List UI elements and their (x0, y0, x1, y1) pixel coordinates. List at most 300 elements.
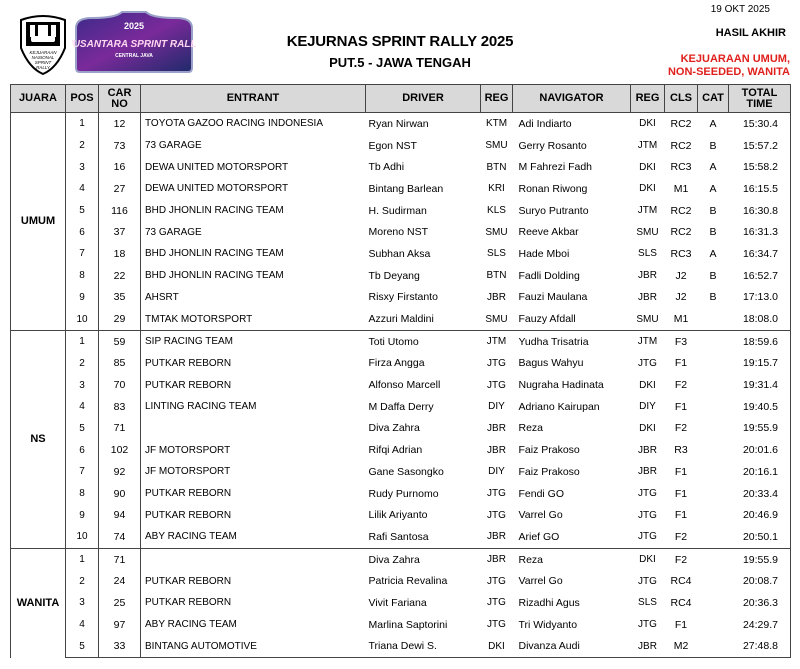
cell-entrant: PUTKAR REBORN (145, 488, 232, 500)
table-row (11, 418, 791, 440)
cell-navigator: Nugraha Hadinata (518, 379, 604, 392)
cell-car-no: 102 (99, 439, 141, 461)
cell-driver-reg: DIY (488, 466, 505, 478)
cell-navigator-reg: SMU (636, 226, 659, 238)
cell-entrant: PUTKAR REBORN (145, 597, 232, 609)
cell-cat (698, 330, 729, 352)
cell-navigator: Gerry Rosanto (518, 139, 587, 152)
cell-driver: H. Sudirman (368, 204, 427, 217)
cell-car-no: 12 (99, 113, 141, 135)
cell-car-no: 97 (99, 614, 141, 636)
cell-pos: 8 (66, 483, 99, 505)
column-header-reg: REG (631, 85, 665, 113)
page-subtitle: PUT.5 - JAWA TENGAH (329, 55, 471, 70)
cell-navigator-reg: DKI (639, 379, 656, 391)
column-header-driver: DRIVER (366, 85, 481, 113)
table-row (11, 113, 791, 135)
cell-total-time: 16:52.7 (729, 265, 791, 287)
cell-driver-reg: DIY (488, 401, 505, 413)
cell-entrant: BHD JHONLIN RACING TEAM (145, 205, 284, 217)
cell-pos: 1 (66, 113, 99, 135)
table-row (11, 308, 791, 330)
table-row (11, 483, 791, 505)
cell-navigator-reg: JTG (638, 619, 657, 631)
cell-driver: Vivit Fariana (368, 596, 427, 609)
cell-total-time: 15:57.2 (729, 135, 791, 157)
cell-driver-reg: JTM (481, 330, 513, 352)
cell-navigator-reg: JTG (638, 575, 657, 587)
cell-class: F2 (674, 422, 688, 435)
section-label: WANITA (11, 548, 66, 657)
cell-car-no: 116 (99, 200, 141, 222)
cell-class: RC2 (670, 226, 692, 239)
cell-cat (698, 636, 729, 658)
table-row (11, 353, 791, 375)
cell-class: J2 (675, 291, 687, 304)
cell-total-time: 16:30.8 (729, 200, 791, 222)
cell-total-time: 19:31.4 (729, 374, 791, 396)
cell-class: F1 (674, 509, 688, 522)
cell-total-time: 20:08.7 (729, 570, 791, 592)
cell-total-time: 16:15.5 (729, 178, 791, 200)
cell-cat: A (698, 113, 729, 135)
cell-driver: Firza Angga (368, 357, 425, 370)
table-row (11, 439, 791, 461)
cell-class: F2 (674, 379, 688, 392)
cell-driver: Diva Zahra (368, 422, 420, 435)
cell-entrant: LINTING RACING TEAM (145, 401, 257, 413)
cell-car-no: 33 (99, 636, 141, 658)
cell-cat (698, 418, 729, 440)
cell-driver-reg: JBR (487, 291, 506, 303)
cell-navigator-reg: DIY (639, 401, 656, 413)
table-row (11, 265, 791, 287)
cell-car-no: 74 (99, 526, 141, 548)
cell-driver: Rafi Santosa (366, 526, 481, 548)
table-row (11, 221, 791, 243)
cell-car-no: 25 (99, 592, 141, 614)
cell-navigator: Yudha Trisatria (513, 330, 631, 352)
page-title: KEJURNAS SPRINT RALLY 2025 (286, 33, 514, 50)
table-row (11, 200, 791, 222)
cell-navigator: Suryo Putranto (518, 204, 589, 217)
cell-class: F2 (665, 548, 698, 570)
cell-driver-reg: JTG (487, 488, 506, 500)
cell-class: RC2 (670, 204, 692, 217)
cell-navigator: Varrel Go (518, 575, 563, 588)
cell-class: F2 (665, 526, 698, 548)
table-row (11, 156, 791, 178)
cell-pos: 7 (66, 461, 99, 483)
cell-driver-reg: BTN (486, 161, 507, 173)
table-row (11, 243, 791, 265)
cell-pos: 4 (66, 614, 99, 636)
cell-car-no: 90 (99, 483, 141, 505)
cell-entrant: BHD JHONLIN RACING TEAM (145, 270, 284, 282)
cell-entrant: DEWA UNITED MOTORSPORT (145, 183, 289, 195)
table-row (11, 526, 791, 548)
cell-class: F1 (674, 487, 688, 500)
cell-class: J2 (675, 269, 687, 282)
cell-total-time: 19:15.7 (729, 353, 791, 375)
section-label: NS (11, 330, 66, 548)
cell-cat: A (709, 247, 717, 260)
cell-pos: 10 (66, 526, 99, 548)
cell-cat (698, 374, 729, 396)
svg-text:KEJUARAAN: KEJUARAAN (29, 50, 57, 55)
cell-driver-reg: SMU (485, 226, 508, 238)
cell-driver: Alfonso Marcell (368, 379, 441, 392)
cell-navigator-reg: JTM (637, 205, 658, 217)
cell-class: RC2 (665, 113, 698, 135)
cell-cat (698, 592, 729, 614)
cell-entrant (141, 418, 366, 440)
cell-navigator-reg: JTM (631, 330, 665, 352)
cell-class: F1 (674, 465, 688, 478)
cell-driver: Subhan Aksa (368, 247, 431, 260)
cell-car-no: 73 (99, 135, 141, 157)
cell-driver-reg: SMU (485, 140, 508, 152)
cell-class: F3 (665, 330, 698, 352)
cell-driver: Toti Utomo (366, 330, 481, 352)
cell-cat: A (709, 161, 717, 174)
cell-total-time: 20:46.9 (729, 504, 791, 526)
cell-total-time: 20:01.6 (729, 439, 791, 461)
cell-car-no: 85 (99, 353, 141, 375)
svg-text:NASIONAL: NASIONAL (31, 55, 55, 60)
categories-line-2: NON-SEEDED, WANITA (667, 66, 790, 78)
cell-pos: 5 (66, 636, 99, 658)
cell-class: R3 (674, 444, 688, 457)
cell-driver-reg: KRI (488, 183, 505, 195)
cell-cat (698, 396, 729, 418)
cell-navigator: Reeve Akbar (518, 226, 579, 239)
cell-driver: Ryan Nirwan (366, 113, 481, 135)
cell-navigator: Hade Mboi (518, 247, 570, 260)
cell-total-time: 19:55.9 (729, 548, 791, 570)
cell-total-time: 18:08.0 (729, 308, 791, 330)
cell-class: F1 (674, 400, 688, 413)
cell-navigator-reg: JBR (631, 636, 665, 658)
cell-pos: 2 (66, 570, 99, 592)
cell-driver: Tb Adhi (368, 161, 405, 174)
cell-car-no: 18 (99, 243, 141, 265)
cell-pos: 4 (66, 178, 99, 200)
cell-class: RC3 (670, 161, 692, 174)
cell-pos: 7 (66, 243, 99, 265)
cell-total-time: 17:13.0 (729, 287, 791, 309)
cell-driver: Triana Dewi S. (366, 636, 481, 658)
cell-entrant: SIP RACING TEAM (141, 330, 366, 352)
results-table (10, 84, 791, 658)
cell-navigator: Arief GO (513, 526, 631, 548)
cell-car-no: 94 (99, 504, 141, 526)
cell-total-time: 18:59.6 (729, 330, 791, 352)
cell-navigator-reg: DKI (639, 422, 656, 434)
cell-entrant: TMTAK MOTORSPORT (141, 308, 366, 330)
event-date: 19 OKT 2025 (710, 4, 770, 15)
cell-entrant: ABY RACING TEAM (145, 619, 237, 631)
cell-entrant: PUTKAR REBORN (145, 509, 232, 521)
cell-entrant: 73 GARAGE (145, 226, 202, 238)
cell-total-time: 24:29.7 (729, 614, 791, 636)
cell-navigator-reg: SMU (631, 308, 665, 330)
cell-pos: 9 (66, 504, 99, 526)
cell-total-time: 16:34.7 (729, 243, 791, 265)
cell-navigator: Ronan Riwong (518, 182, 588, 195)
cell-driver: Moreno NST (368, 226, 429, 239)
cell-driver-reg: JBR (481, 526, 513, 548)
cell-pos: 6 (66, 221, 99, 243)
cell-navigator: Bagus Wahyu (518, 357, 584, 370)
cell-navigator-reg: JTG (638, 357, 657, 369)
cell-driver: Lilik Ariyanto (368, 509, 428, 522)
cell-navigator-reg: JBR (638, 291, 657, 303)
cell-driver-reg: JTG (487, 575, 506, 587)
cell-navigator-reg: DKI (631, 548, 665, 570)
column-header-reg: REG (481, 85, 513, 113)
cell-car-no: 37 (99, 221, 141, 243)
cell-cat (698, 548, 729, 570)
cell-navigator: Varrel Go (518, 509, 563, 522)
cell-car-no: 59 (99, 330, 141, 352)
column-header-pos: POS (66, 85, 99, 113)
cell-class: RC3 (670, 247, 692, 260)
cell-driver: Marlina Saptorini (368, 618, 448, 631)
column-header-navigator: NAVIGATOR (513, 85, 631, 113)
cell-pos: 9 (66, 287, 99, 309)
cell-car-no: 27 (99, 178, 141, 200)
cell-total-time: 16:31.3 (729, 221, 791, 243)
cell-pos: 5 (66, 200, 99, 222)
cell-navigator: Fauzi Maulana (518, 291, 588, 304)
cell-class: M1 (673, 182, 689, 195)
cell-pos: 3 (66, 374, 99, 396)
cell-navigator: M Fahrezi Fadh (518, 161, 593, 174)
cell-cat (698, 353, 729, 375)
cell-driver-reg: DKI (481, 636, 513, 658)
cell-driver: Egon NST (368, 139, 417, 152)
result-label: HASIL AKHIR (715, 27, 786, 39)
cell-driver: Rudy Purnomo (368, 487, 439, 500)
cell-driver-reg: SLS (487, 248, 506, 260)
cell-total-time: 15:58.2 (729, 156, 791, 178)
cell-total-time: 20:36.3 (729, 592, 791, 614)
cell-entrant: PUTKAR REBORN (145, 379, 232, 391)
cell-navigator: Tri Widyanto (518, 618, 578, 631)
cell-pos: 1 (66, 548, 99, 570)
cell-navigator-reg: DKI (639, 183, 656, 195)
cell-navigator: Reza (513, 548, 631, 570)
cell-total-time: 20:16.1 (729, 461, 791, 483)
cell-cat: B (709, 269, 717, 282)
cell-cat (698, 483, 729, 505)
cell-cat (698, 439, 729, 461)
cell-navigator-reg: SLS (638, 597, 657, 609)
cell-pos: 3 (66, 592, 99, 614)
cell-navigator: Adi Indiarto (513, 113, 631, 135)
cell-cat (698, 526, 729, 548)
cell-navigator: Fauzy Afdall (513, 308, 631, 330)
cell-entrant: JF MOTORSPORT (145, 444, 231, 456)
cell-driver-reg: JTG (487, 509, 506, 521)
svg-text:RALLY: RALLY (36, 65, 50, 70)
cell-driver-reg: JTG (487, 597, 506, 609)
table-row (11, 461, 791, 483)
cell-cat: B (709, 226, 717, 239)
cell-driver: Rifqi Adrian (368, 444, 423, 457)
cell-total-time: 20:50.1 (729, 526, 791, 548)
column-header-entrant: ENTRANT (141, 85, 366, 113)
cell-pos: 8 (66, 265, 99, 287)
cell-pos: 2 (66, 135, 99, 157)
column-header-total-time: TOTAL TIME (729, 85, 791, 113)
cell-car-no: 16 (99, 156, 141, 178)
cell-class: M1 (665, 308, 698, 330)
cell-navigator: Reza (518, 422, 544, 435)
table-row (11, 614, 791, 636)
table-row (11, 548, 791, 570)
cell-navigator-reg: JTM (637, 140, 658, 152)
cell-driver-reg: JBR (481, 548, 513, 570)
cell-class: RC4 (670, 575, 692, 588)
cell-cat (698, 504, 729, 526)
cell-pos: 1 (66, 330, 99, 352)
cell-navigator-reg: SLS (638, 248, 657, 260)
table-row (11, 504, 791, 526)
cell-car-no: 29 (99, 308, 141, 330)
table-row (11, 592, 791, 614)
cell-class: RC4 (670, 596, 692, 609)
cell-pos: 2 (66, 353, 99, 375)
cell-driver: Azzuri Maldini (366, 308, 481, 330)
cell-entrant (141, 548, 366, 570)
cell-driver-reg: JBR (487, 444, 506, 456)
table-row (11, 178, 791, 200)
cell-navigator-reg: DKI (639, 161, 656, 173)
cell-navigator: Faiz Prakoso (518, 465, 580, 478)
table-row (11, 570, 791, 592)
column-header-car-no: CAR NO (99, 85, 141, 113)
categories-line-1: KEJUARAAN UMUM, (680, 53, 790, 65)
cell-navigator-reg: JBR (638, 466, 657, 478)
cell-car-no: 92 (99, 461, 141, 483)
cell-navigator-reg: DKI (631, 113, 665, 135)
cell-entrant: DEWA UNITED MOTORSPORT (145, 161, 289, 173)
cell-driver: Diva Zahra (366, 548, 481, 570)
column-header-cat: CAT (698, 85, 729, 113)
table-row (11, 636, 791, 658)
cell-total-time: 15:30.4 (729, 113, 791, 135)
cell-total-time: 19:55.9 (729, 418, 791, 440)
cell-cat: B (709, 139, 717, 152)
cell-car-no: 71 (99, 548, 141, 570)
cell-cat: B (709, 204, 717, 217)
table-row (11, 135, 791, 157)
cell-navigator-reg: JBR (638, 444, 657, 456)
table-row (11, 374, 791, 396)
cell-cat (698, 614, 729, 636)
cell-driver-reg: JBR (487, 422, 506, 434)
cell-class: F1 (674, 618, 688, 631)
cell-pos: 10 (66, 308, 99, 330)
cell-entrant: PUTKAR REBORN (145, 357, 232, 369)
cell-driver-reg: JTG (487, 379, 506, 391)
cell-cat (698, 308, 729, 330)
cell-driver: Gane Sasongko (368, 465, 444, 478)
cell-cat (698, 461, 729, 483)
cell-navigator: Fendi GO (518, 487, 565, 500)
cell-car-no: 35 (99, 287, 141, 309)
cell-class: F1 (674, 357, 688, 370)
cell-total-time: 20:33.4 (729, 483, 791, 505)
cell-navigator: Adriano Kairupan (518, 400, 600, 413)
cell-entrant: TOYOTA GAZOO RACING INDONESIA (141, 113, 366, 135)
svg-text:2025: 2025 (123, 21, 145, 31)
cell-entrant: AHSRT (145, 291, 179, 303)
cell-car-no: 71 (99, 418, 141, 440)
cell-cat: B (709, 291, 717, 304)
cell-car-no: 24 (99, 570, 141, 592)
table-row (11, 396, 791, 418)
cell-driver-reg: JTG (487, 357, 506, 369)
cell-car-no: 83 (99, 396, 141, 418)
cell-cat: A (709, 182, 717, 195)
cell-pos: 5 (66, 418, 99, 440)
cell-total-time: 19:40.5 (729, 396, 791, 418)
cell-navigator: Faiz Prakoso (518, 444, 580, 457)
cell-pos: 3 (66, 156, 99, 178)
column-header-juara: JUARA (11, 85, 66, 113)
cell-driver: Risxy Firstanto (368, 291, 438, 304)
cell-driver-reg: KTM (481, 113, 513, 135)
cell-cat (698, 570, 729, 592)
cell-class: M2 (665, 636, 698, 658)
cell-entrant: BINTANG AUTOMOTIVE (141, 636, 366, 658)
svg-text:CENTRAL JAVA: CENTRAL JAVA (115, 53, 153, 59)
cell-total-time: 27:48.8 (729, 636, 791, 658)
cell-driver: M Daffa Derry (368, 400, 434, 413)
cell-entrant: JF MOTORSPORT (145, 466, 231, 478)
cell-navigator-reg: JBR (638, 270, 657, 282)
cell-driver-reg: JTG (487, 619, 506, 631)
cell-driver-reg: SMU (481, 308, 513, 330)
cell-class: RC2 (670, 139, 692, 152)
svg-text:NUSANTARA SPRINT RALLY: NUSANTARA SPRINT RALLY (72, 39, 196, 50)
cell-navigator-reg: JTG (631, 526, 665, 548)
cell-entrant: BHD JHONLIN RACING TEAM (145, 248, 284, 260)
table-row (11, 287, 791, 309)
cell-driver: Patricia Revalina (368, 575, 448, 588)
cell-pos: 6 (66, 439, 99, 461)
column-header-cls: CLS (665, 85, 698, 113)
cell-entrant: ABY RACING TEAM (141, 526, 366, 548)
table-header-row (11, 85, 791, 113)
cell-car-no: 70 (99, 374, 141, 396)
cell-entrant: PUTKAR REBORN (145, 575, 232, 587)
svg-text:SPRINT: SPRINT (34, 60, 52, 65)
cell-navigator-reg: JTG (638, 509, 657, 521)
cell-driver: Tb Deyang (368, 269, 420, 282)
cell-entrant: 73 GARAGE (145, 140, 202, 152)
cell-navigator: Fadli Dolding (518, 269, 580, 282)
cell-driver: Bintang Barlean (368, 182, 444, 195)
table-row (11, 330, 791, 352)
cell-driver-reg: BTN (486, 270, 507, 282)
cell-navigator-reg: JTG (638, 488, 657, 500)
cell-navigator: Rizadhi Agus (518, 596, 580, 609)
cell-driver-reg: KLS (487, 205, 506, 217)
